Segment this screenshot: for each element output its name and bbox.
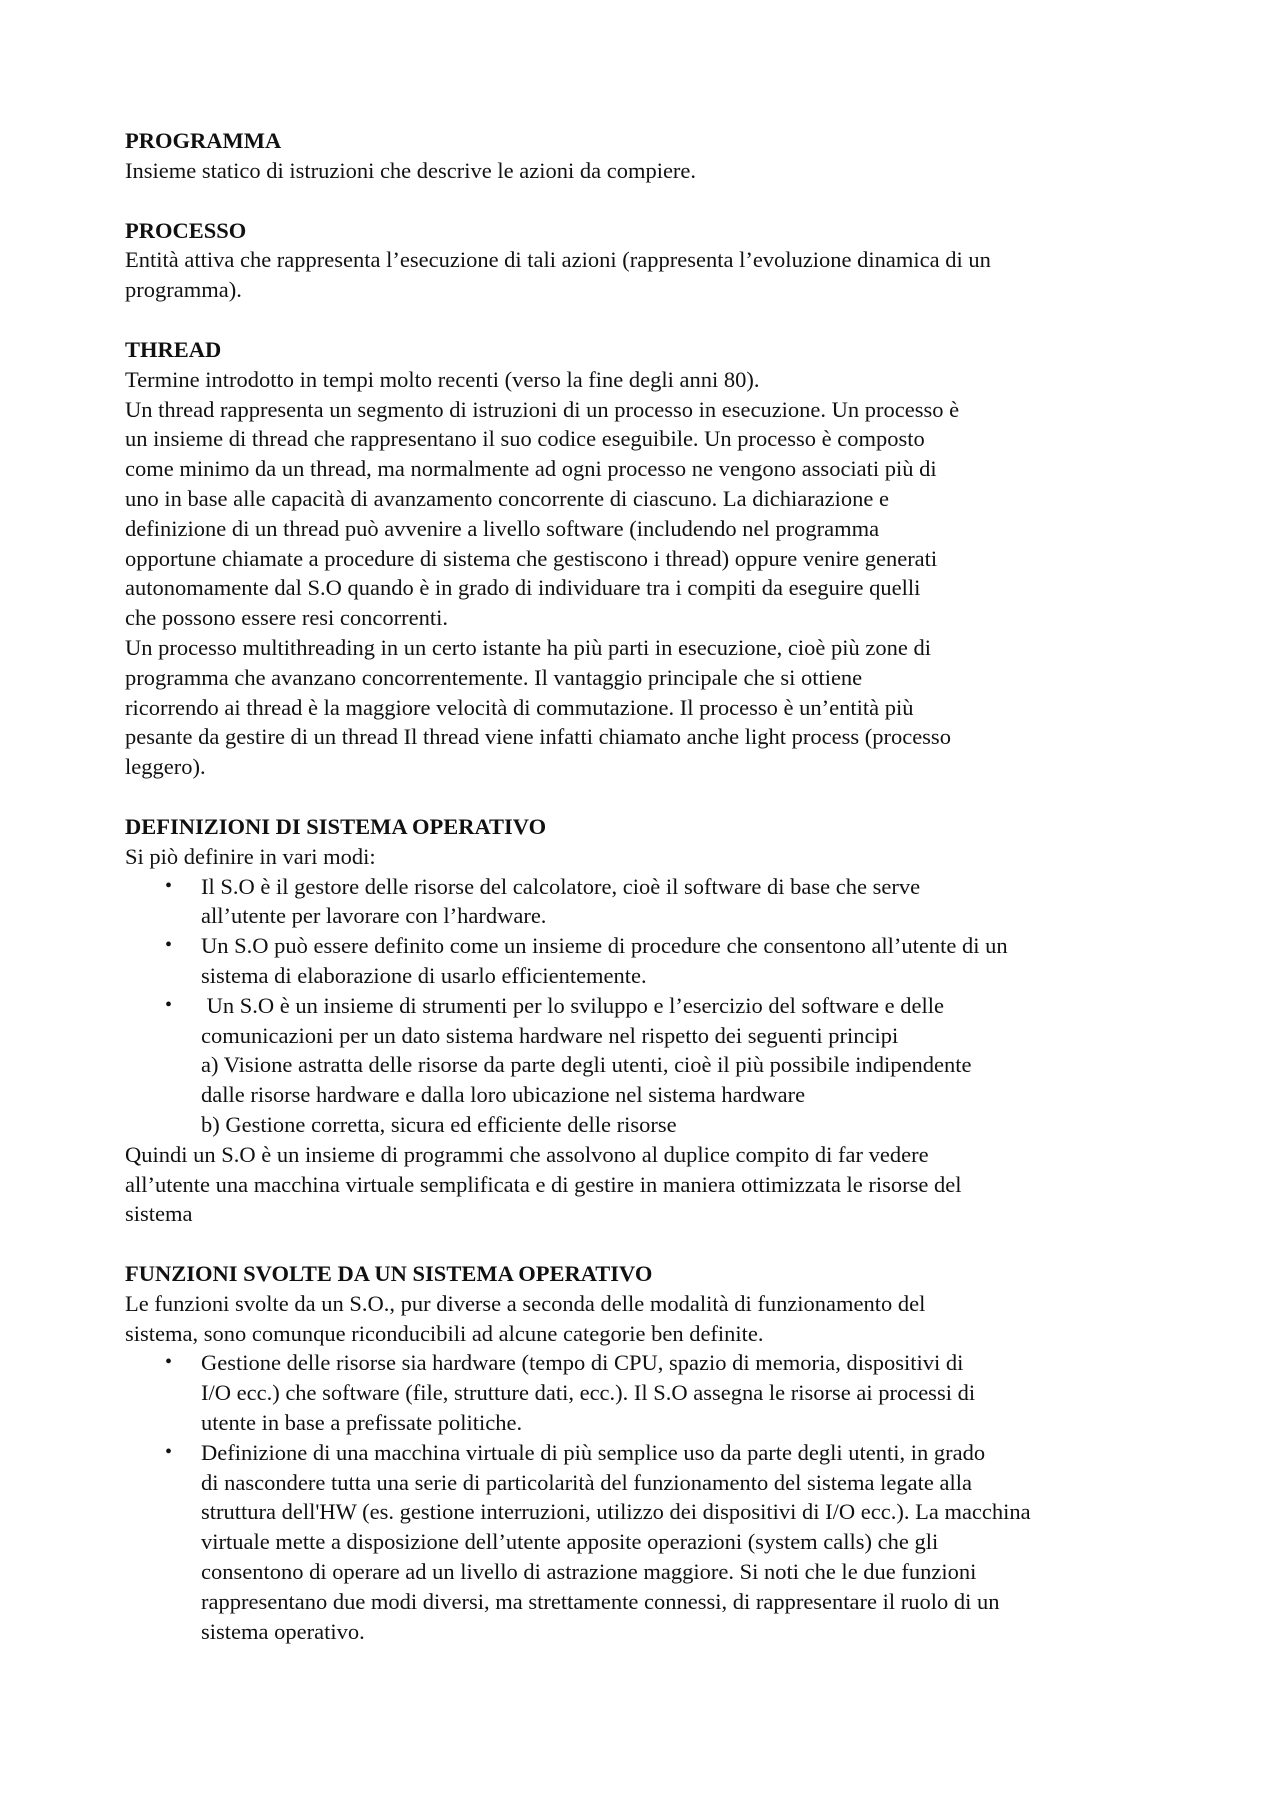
paragraph-line: un insieme di thread che rappresentano il suo codice eseguibile. Un processo è composto xyxy=(125,426,925,452)
list-item-line: consentono di operare ad un livello di astrazione maggiore. Si noti che le due funzioni xyxy=(201,1559,977,1585)
section-processo xyxy=(125,216,1165,305)
list-item xyxy=(125,872,1165,932)
paragraph-line: Termine introdotto in tempi molto recenti (verso la fine degli anni 80). xyxy=(125,366,760,392)
list-item-line: sistema di elaborazione di usarlo efficientemente. xyxy=(201,962,647,988)
list-item xyxy=(125,1438,1165,1647)
paragraph-line: leggero). xyxy=(125,754,206,780)
section-definizioni xyxy=(125,812,1165,1229)
section-funzioni xyxy=(125,1259,1165,1646)
section-thread xyxy=(125,335,1165,782)
list-item xyxy=(125,991,1165,1140)
paragraph-line: programma che avanzano concorrentemente. Il vantaggio principale che si ottiene xyxy=(125,664,863,690)
heading-programma: PROGRAMMA xyxy=(125,128,282,153)
paragraph-line: Un thread rappresenta un segmento di istruzioni di un processo in esecuzione. Un processo è xyxy=(125,396,960,422)
list-item-line: Definizione di una macchina virtuale di più semplice uso da parte degli utenti, in grado xyxy=(201,1439,986,1465)
paragraph-line: Insieme statico di istruzioni che descrive le azioni da compiere. xyxy=(125,157,697,183)
list-item-line: a) Visione astratta delle risorse da parte degli utenti, cioè il più possibile indipendente xyxy=(201,1052,972,1078)
bullet-icon: • xyxy=(165,1440,173,1463)
list-item-line: virtuale mette a disposizione dell’utente apposite operazioni (system calls) che gli xyxy=(201,1529,939,1555)
paragraph-line: Quindi un S.O è un insieme di programmi che assolvono al duplice compito di far vedere xyxy=(125,1141,929,1167)
bullet-icon: • xyxy=(165,874,173,897)
paragraph-line: definizione di un thread può avvenire a livello software (includendo nel programma xyxy=(125,515,880,541)
paragraph-line: autonomamente dal S.O quando è in grado di individuare tra i compiti da eseguire quelli xyxy=(125,575,921,601)
paragraph-line: sistema xyxy=(125,1201,193,1227)
paragraph-line: come minimo da un thread, ma normalmente ad ogni processo ne vengono associati più di xyxy=(125,456,937,482)
paragraph-line: Entità attiva che rappresenta l’esecuzione di tali azioni (rappresenta l’evoluzione dinamica di un xyxy=(125,247,991,273)
list-item-line: Un S.O è un insieme di strumenti per lo sviluppo e l’esercizio del software e delle xyxy=(201,992,944,1018)
list-item-line: Gestione delle risorse sia hardware (tempo di CPU, spazio di memoria, dispositivi di xyxy=(201,1350,964,1376)
heading-processo: PROCESSO xyxy=(125,217,247,243)
paragraph-line: che possono essere resi concorrenti. xyxy=(125,605,449,631)
list-item-line: utente in base a prefissate politiche. xyxy=(201,1410,523,1436)
list-item xyxy=(125,1348,1165,1437)
paragraph-line: Le funzioni svolte da un S.O., pur diverse a seconda delle modalità di funzionamento del xyxy=(125,1290,926,1316)
paragraph-line: opportune chiamate a procedure di sistema che gestiscono i thread) oppure venire generati xyxy=(125,545,938,571)
bullet-icon: • xyxy=(165,1351,173,1374)
paragraph-line: Si piò definire in vari modi: xyxy=(125,843,376,869)
definizioni-bullet-list xyxy=(125,872,1165,1140)
heading-funzioni: FUNZIONI SVOLTE DA UN SISTEMA OPERATIVO xyxy=(125,1261,653,1287)
paragraph-line: pesante da gestire di un thread Il thread viene infatti chiamato anche light process (processo xyxy=(125,724,951,750)
paragraph-line: Un processo multithreading in un certo istante ha più parti in esecuzione, cioè più zone di xyxy=(125,634,932,660)
heading-definizioni: DEFINIZIONI DI SISTEMA OPERATIVO xyxy=(125,813,547,839)
heading-thread: THREAD xyxy=(125,336,222,362)
paragraph-line: sistema, sono comunque riconducibili ad alcune categorie ben definite. xyxy=(125,1320,764,1346)
bullet-icon: • xyxy=(165,934,173,957)
list-item-line: comunicazioni per un dato sistema hardware nel rispetto dei seguenti principi xyxy=(201,1022,899,1048)
paragraph-line: all’utente una macchina virtuale semplificata e di gestire in maniera ottimizzata le risorse del xyxy=(125,1171,962,1197)
list-item-line: dalle risorse hardware e dalla loro ubicazione nel sistema hardware xyxy=(201,1082,806,1108)
list-item-line: b) Gestione corretta, sicura ed efficiente delle risorse xyxy=(201,1111,677,1137)
list-item-line: struttura dell'HW (es. gestione interruzioni, utilizzo dei dispositivi di I/O ecc.). La macchina xyxy=(201,1499,1031,1525)
list-item xyxy=(125,931,1165,991)
list-item-line: all’utente per lavorare con l’hardware. xyxy=(201,903,547,929)
bullet-icon: • xyxy=(165,993,173,1016)
list-item-line: Il S.O è il gestore delle risorse del calcolatore, cioè il software di base che serve xyxy=(201,873,921,899)
paragraph-line: uno in base alle capacità di avanzamento concorrente di ciascuno. La dichiarazione e xyxy=(125,485,890,511)
funzioni-bullet-list xyxy=(125,1348,1165,1646)
list-item-line: rappresentano due modi diversi, ma strettamente connessi, di rappresentare il ruolo di un xyxy=(201,1588,1000,1614)
section-programma xyxy=(125,126,1165,186)
document-page xyxy=(125,126,1165,1676)
list-item-line: I/O ecc.) che software (file, strutture dati, ecc.). Il S.O assegna le risorse ai processi di xyxy=(201,1380,976,1406)
list-item-line: sistema operativo. xyxy=(201,1618,365,1644)
paragraph-line: ricorrendo ai thread è la maggiore velocità di commutazione. Il processo è un’entità più xyxy=(125,694,914,720)
list-item-line: di nascondere tutta una serie di particolarità del funzionamento del sistema legate alla xyxy=(201,1469,972,1495)
list-item-line: Un S.O può essere definito come un insieme di procedure che consentono all’utente di un xyxy=(201,933,1008,959)
paragraph-line: programma). xyxy=(125,277,242,303)
